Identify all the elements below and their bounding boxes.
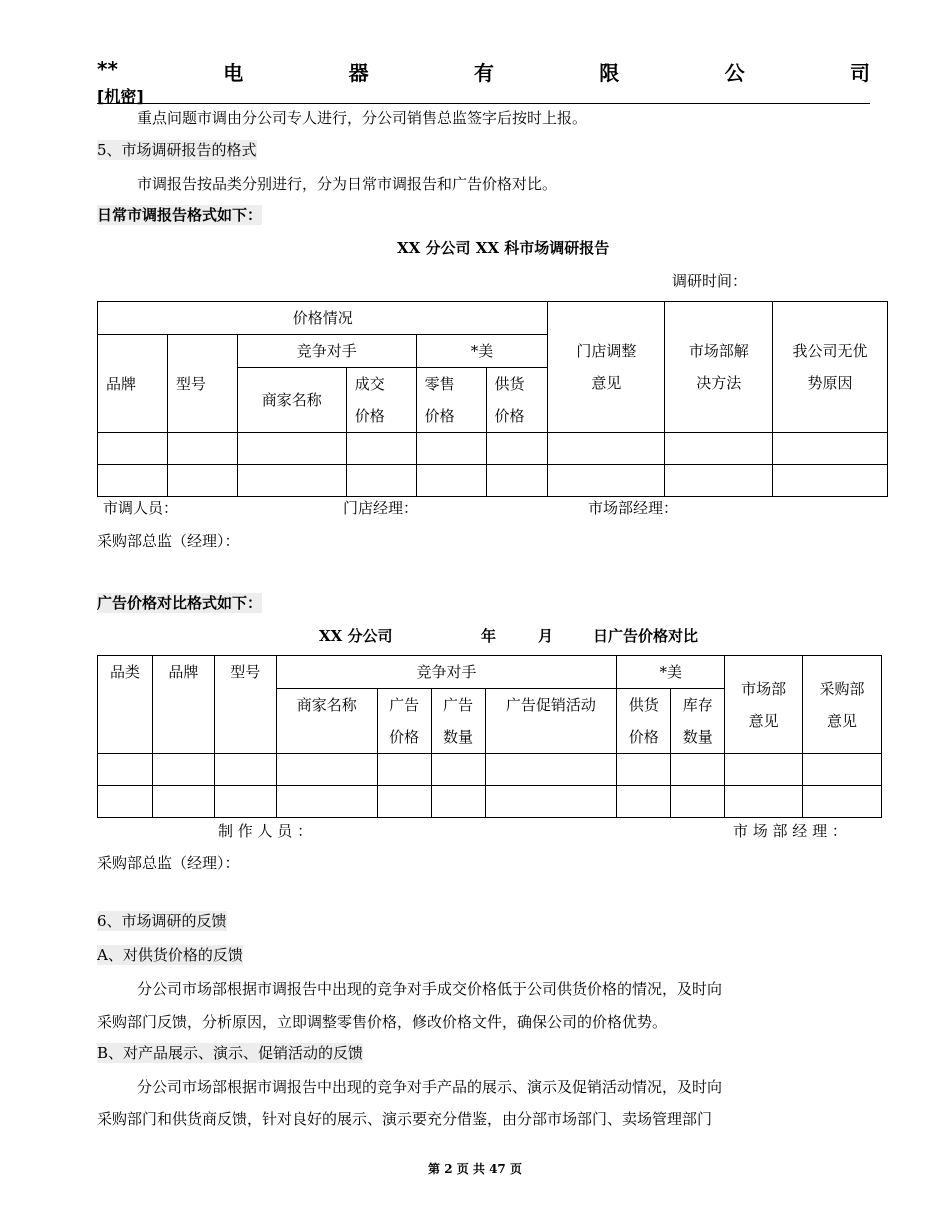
table-row: [98, 786, 882, 818]
header-divider: [97, 103, 870, 104]
header-merchant: 商家名称: [237, 368, 346, 433]
empty-cell: [773, 433, 888, 465]
header-supply-price: [617, 689, 671, 754]
header-text: 数量: [682, 728, 713, 746]
ad-title-day: 日广告价格对比: [593, 627, 699, 645]
header-text: 数量: [443, 728, 474, 746]
header-text: 库存: [682, 696, 713, 714]
daily-survey-table: [97, 301, 888, 497]
header-text: 决方法: [696, 374, 742, 392]
header-text: 市场部: [741, 679, 787, 698]
header-competitor: 竞争对手: [276, 656, 617, 689]
company-char: 限: [599, 61, 620, 85]
header-text: 价格: [628, 728, 659, 746]
header-price-situation: 价格情况: [98, 302, 548, 335]
header-text: 势原因: [807, 374, 853, 392]
empty-cell: [617, 786, 671, 818]
company-char: 司: [849, 61, 870, 85]
header-company-name: [97, 57, 870, 86]
empty-cell: [665, 433, 773, 465]
empty-cell: [485, 786, 617, 818]
company-char: 有: [473, 61, 494, 85]
header-purchase-opinion: [803, 656, 882, 754]
header-store-adjust: [548, 302, 665, 433]
empty-cell: [98, 786, 153, 818]
empty-cell: [431, 786, 485, 818]
signature-surveyor: 市调人员：: [103, 499, 179, 517]
header-model: 型号: [214, 656, 276, 754]
header-text: 广告: [443, 696, 474, 714]
company-char: 公: [724, 61, 745, 85]
header-text: 价格: [389, 728, 420, 746]
header-category: 品类: [98, 656, 153, 754]
empty-cell: [237, 433, 346, 465]
empty-cell: [617, 754, 671, 786]
header-supply-price: [486, 368, 548, 433]
header-text: 采购部: [819, 679, 865, 698]
ad-title-company: XX 分公司: [319, 627, 393, 645]
empty-cell: [98, 433, 168, 465]
empty-cell: [346, 433, 416, 465]
header-text: 价格: [494, 407, 525, 425]
survey-time-label: 调研时间：: [672, 272, 748, 290]
empty-cell: [803, 786, 882, 818]
empty-cell: [671, 786, 725, 818]
header-text: 成交: [354, 375, 385, 393]
header-text: 意见: [591, 374, 622, 392]
header-ad-price: [377, 689, 431, 754]
empty-cell: [665, 465, 773, 497]
empty-cell: [486, 465, 548, 497]
header-deal-price: [346, 368, 416, 433]
header-market-solution: [665, 302, 773, 433]
header-competitor: 竞争对手: [237, 335, 416, 368]
empty-cell: [98, 465, 168, 497]
header-brand: 品牌: [152, 656, 214, 754]
header-brand: 品牌: [98, 335, 168, 433]
empty-cell: [377, 786, 431, 818]
ad-compare-heading: 广告价格对比格式如下：: [97, 594, 263, 612]
header-ad-qty: [431, 689, 485, 754]
table-row: [98, 465, 888, 497]
signature-purchase-director: 采购部总监（经理）：: [97, 854, 240, 872]
signature-maker: 制 作 人 员 ：: [218, 822, 313, 840]
page-number-footer: 第 2 页 共 47 页: [428, 1162, 522, 1176]
header-model: 型号: [167, 335, 237, 433]
header-market-opinion: [725, 656, 803, 754]
header-text: 门店调整: [576, 342, 637, 360]
empty-cell: [276, 786, 377, 818]
empty-cell: [98, 754, 153, 786]
header-text: 市场部解: [688, 342, 749, 360]
empty-cell: [214, 754, 276, 786]
table-row: [98, 754, 882, 786]
table-row: [98, 433, 888, 465]
company-char: 电: [223, 61, 244, 85]
signature-store-manager: 门店经理：: [343, 499, 419, 517]
paragraph-line: 重点问题市调由分公司专人进行，分公司销售总监签字后按时上报。: [137, 109, 588, 127]
header-text: 价格: [424, 407, 455, 425]
empty-cell: [237, 465, 346, 497]
ad-price-table: [97, 655, 882, 818]
empty-cell: [167, 433, 237, 465]
empty-cell: [152, 786, 214, 818]
empty-cell: [486, 433, 548, 465]
ad-title-month: 月: [538, 627, 554, 645]
paragraph-line: 市调报告按品类分别进行，分为日常市调报告和广告价格对比。: [137, 175, 558, 193]
header-text: 广告: [389, 696, 420, 714]
header-text: 我公司无优: [792, 342, 868, 360]
empty-cell: [416, 465, 486, 497]
subsection-heading-a: A、对供货价格的反馈: [97, 946, 243, 964]
signature-market-manager: 市场部经理：: [588, 499, 679, 517]
paragraph-line: 采购部门和供货商反馈，针对良好的展示、演示要充分借鉴，由分部市场部门、卖场管理部门: [97, 1110, 713, 1128]
paragraph-line: 分公司市场部根据市调报告中出现的竞争对手成交价格低于公司供货价格的情况，及时向: [137, 980, 723, 998]
empty-cell: [548, 465, 665, 497]
header-retail-price: [416, 368, 486, 433]
header-promo: 广告促销活动: [485, 689, 617, 754]
empty-cell: [671, 754, 725, 786]
empty-cell: [152, 754, 214, 786]
company-char: 器: [348, 61, 369, 85]
ad-title-year: 年: [481, 627, 497, 645]
empty-cell: [548, 433, 665, 465]
empty-cell: [377, 754, 431, 786]
signature-market-manager: 市 场 部 经 理 ：: [733, 822, 847, 840]
header-text: 供货: [494, 375, 525, 393]
header-ours: *美: [617, 656, 725, 689]
confidential-label: [机密]: [97, 87, 144, 106]
empty-cell: [725, 786, 803, 818]
header-no-advantage: [773, 302, 888, 433]
empty-cell: [167, 465, 237, 497]
header-text: 意见: [748, 711, 779, 730]
subsection-heading-b: B、对产品展示、演示、促销活动的反馈: [97, 1044, 364, 1062]
section-heading-5: 5、市场调研报告的格式: [97, 141, 257, 159]
daily-report-title: XX 分公司 XX 科市场调研报告: [397, 239, 610, 257]
empty-cell: [346, 465, 416, 497]
header-text: 意见: [827, 711, 858, 730]
header-stock-qty: [671, 689, 725, 754]
empty-cell: [416, 433, 486, 465]
header-text: 价格: [354, 407, 385, 425]
header-text: 零售: [424, 375, 455, 393]
empty-cell: [725, 754, 803, 786]
paragraph-line: 分公司市场部根据市调报告中出现的竞争对手产品的展示、演示及促销活动情况，及时向: [137, 1078, 723, 1096]
signature-purchase-director: 采购部总监（经理）：: [97, 532, 240, 550]
daily-report-heading: 日常市调报告格式如下：: [97, 206, 263, 224]
company-char: **: [97, 57, 118, 81]
empty-cell: [431, 754, 485, 786]
empty-cell: [485, 754, 617, 786]
header-merchant: 商家名称: [276, 689, 377, 754]
header-ours: *美: [416, 335, 548, 368]
empty-cell: [214, 786, 276, 818]
empty-cell: [773, 465, 888, 497]
empty-cell: [276, 754, 377, 786]
header-text: 供货: [628, 696, 659, 714]
empty-cell: [803, 754, 882, 786]
section-heading-6: 6、市场调研的反馈: [97, 912, 227, 930]
paragraph-line: 采购部门反馈，分析原因，立即调整零售价格，修改价格文件，确保公司的价格优势。: [97, 1013, 668, 1031]
